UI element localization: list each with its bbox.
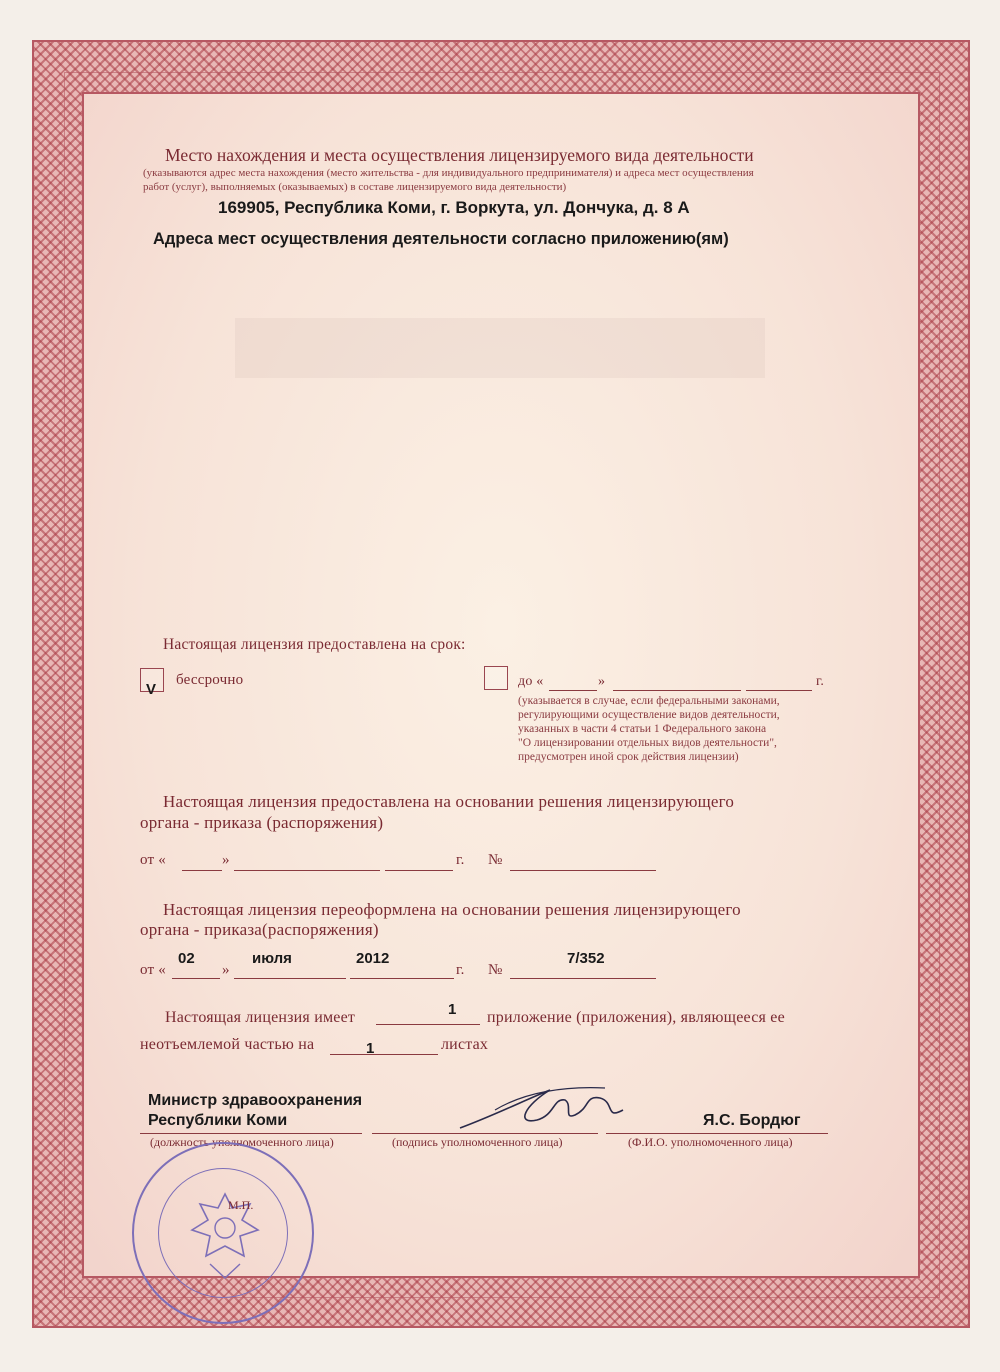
reissued-number-line (510, 978, 656, 979)
reissued-month-line (234, 978, 346, 979)
granted-number-prefix: № (488, 852, 503, 868)
address-value: 169905, Республика Коми, г. Воркута, ул. Дончука, д. 8 А (218, 198, 690, 217)
appendix-count-line (376, 1024, 480, 1025)
reissued-year-line (350, 978, 454, 979)
granted-day-line (182, 870, 222, 871)
granted-from-mid: » (222, 852, 230, 868)
granted-year-line (385, 870, 453, 871)
until-suffix: г. (816, 674, 825, 689)
location-heading: Место нахождения и места осуществления лицензируемого вида деятельности (165, 145, 754, 165)
signatory-name: Я.С. Бордюг (703, 1112, 801, 1129)
until-prefix: до « (518, 674, 544, 689)
until-mid: » (598, 674, 606, 689)
until-month-line (613, 690, 741, 691)
location-hint-line1: (указываются адрес места нахождения (место жительства - для индивидуального предпринимателя) и адреса мест осуществления (143, 167, 754, 179)
reissued-year: 2012 (356, 950, 390, 967)
caption-name: (Ф.И.О. уполномоченного лица) (628, 1135, 793, 1149)
caption-position: (должность уполномоченного лица) (150, 1135, 334, 1149)
granted-line2: органа - приказа (распоряжения) (140, 813, 384, 832)
term-note-3: указанных в части 4 статьи 1 Федерального закона (518, 723, 767, 735)
reissued-from-mid: » (222, 962, 230, 978)
unlimited-check-mark: V (146, 681, 157, 698)
appendix-sheets-line (330, 1054, 438, 1055)
reissued-line1: Настоящая лицензия переоформлена на основании решения лицензирующего (163, 900, 741, 919)
granted-year-suffix: г. (456, 852, 465, 868)
appendix-sheets: 1 (366, 1040, 375, 1057)
granted-number-line (510, 870, 656, 871)
address-note: Адреса мест осуществления деятельности согласно приложению(ям) (153, 230, 729, 248)
unlimited-label: бессрочно (176, 672, 244, 688)
reissued-number-prefix: № (488, 962, 503, 978)
reissued-day-line (172, 978, 220, 979)
appendix-prefix: Настоящая лицензия имеет (165, 1009, 356, 1026)
term-note-2: регулирующими осуществление видов деятельности, (518, 709, 780, 721)
reissued-from-prefix: от « (140, 962, 166, 978)
reissued-year-suffix: г. (456, 962, 465, 978)
reissued-line2: органа - приказа(распоряжения) (140, 920, 379, 939)
seal-label: М.П. (228, 1198, 254, 1212)
term-note-5: предусмотрен иной срок действия лицензии) (518, 751, 739, 763)
show-through-shape (235, 308, 765, 388)
name-sign-line (606, 1133, 828, 1134)
location-hint-line2: работ (услуг), выполняемых (оказываемых) в составе лицензируемого вида деятельности) (143, 181, 567, 193)
signatory-position-line2: Республики Коми (148, 1112, 288, 1129)
term-heading: Настоящая лицензия предоставлена на срок: (163, 636, 466, 653)
reissued-day: 02 (178, 950, 195, 967)
until-year-line (746, 690, 812, 691)
granted-month-line (234, 870, 380, 871)
show-through-watermark (235, 285, 765, 396)
caption-signature: (подпись уполномоченного лица) (392, 1135, 563, 1149)
signatory-position-line1: Министр здравоохранения (148, 1092, 363, 1109)
granted-line1: Настоящая лицензия предоставлена на основании решения лицензирующего (163, 792, 735, 811)
coat-of-arms-icon (180, 1186, 270, 1286)
position-sign-line (140, 1133, 362, 1134)
until-day-line (549, 690, 597, 691)
appendix-count: 1 (448, 1001, 457, 1018)
granted-from-prefix: от « (140, 852, 166, 868)
official-stamp (132, 1142, 314, 1324)
term-note-1: (указывается в случае, если федеральными законами, (518, 695, 780, 707)
appendix-line2-prefix: неотъемлемой частью на (140, 1036, 315, 1053)
reissued-month: июля (252, 950, 292, 967)
handwritten-signature (455, 1080, 635, 1142)
appendix-line2-suffix: листах (441, 1036, 489, 1053)
appendix-suffix: приложение (приложения), являющееся ее (487, 1009, 785, 1026)
until-date-checkbox[interactable] (484, 666, 508, 690)
reissued-number: 7/352 (567, 950, 605, 967)
term-note-4: "О лицензировании отдельных видов деятельности", (518, 737, 777, 749)
